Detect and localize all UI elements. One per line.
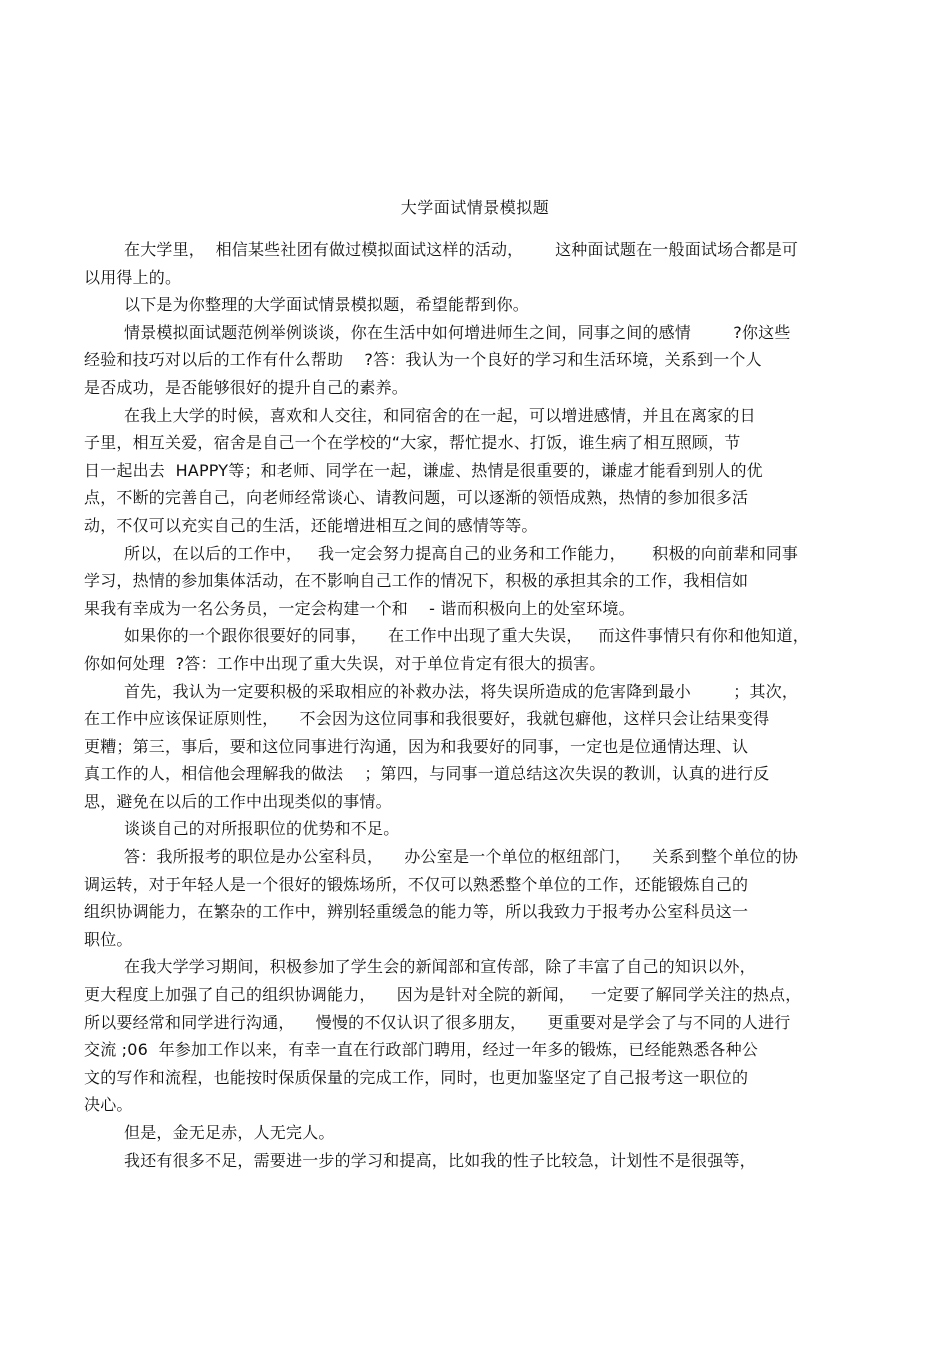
text-line: 子里，相互关爱，宿舍是自己一个在学校的“大家，帮忙提水、打饭，谁生病了相互照顾，节 [84,433,741,453]
text-line: 果我有幸成为一名公务员，一定会构建一个和 - 谐而积极向上的处室环境。 [84,598,635,618]
text-line: 组织协调能力，在繁杂的工作中，辨别轻重缓急的能力等，所以我致力于报考办公室科员这一 [84,902,749,922]
text-line: 动，不仅可以充实自己的生活，还能增进相互之间的感情等等。 [84,515,538,535]
text-line: 在大学里， 相信某些社团有做过模拟面试这样的活动， 这种面试题在一般面试场合都是可 [124,240,799,259]
text-line: 所以要经常和同学进行沟通， 慢慢的不仅认识了很多朋友， 更重要对是学会了与不同的人进行 [84,1012,791,1032]
text-line: 首先，我认为一定要积极的采取相应的补救办法，将失误所造成的危害降到最小 ；其次， [124,681,799,701]
text-line: 但是，金无足赤，人无完人。 [124,1123,335,1142]
text-line: 调运转，对于年轻人是一个很好的锻炼场所，不仅可以熟悉整个单位的工作，还能锻炼自己的 [84,874,749,894]
text-line: 更糟；第三，事后，要和这位同事进行沟通，因为和我要好的同事，一定也是位通情达理、认 [84,736,749,756]
text-line: 点，不断的完善自己，向老师经常谈心、请教问题，可以逐渐的领悟成熟，热情的参加很多活 [84,488,749,508]
text-line: 是否成功，是否能够很好的提升自己的素养。 [84,377,409,397]
document-title: 大学面试情景模拟题 [400,198,550,217]
text-line: 在我大学学习期间，积极参加了学生会的新闻部和宣传部，除了丰富了自己的知识以外， [124,957,756,977]
text-line: 答：我所报考的职位是办公室科员， 办公室是一个单位的枢纽部门， 关系到整个单位的协 [124,847,799,867]
text-line: 以用得上的。 [84,267,182,287]
text-line: 日一起出去 HAPPY等；和老师、同学在一起，谦虚、热情是很重要的，谦虚才能看到别人的优 [84,460,763,480]
document-body [84,236,864,1174]
text-line: 在工作中应该保证原则性， 不会因为这位同事和我很要好，我就包癖他，这样只会让结果变得 [84,709,770,729]
text-line: 决心。 [84,1095,133,1115]
text-line: 如果你的一个跟你很要好的同事， 在工作中出现了重大失误， 而这件事情只有你和他知道， [124,626,810,646]
text-line: 所以，在以后的工作中， 我一定会努力提高自己的业务和工作能力， 积极的向前辈和同事 [124,543,799,563]
text-line: 以下是为你整理的大学面试情景模拟题，希望能帮到你。 [124,295,530,315]
text-line: 交流 ;06 年参加工作以来，有幸一直在行政部门聘用，经过一年多的锻炼，已经能熟悉各种公 [84,1040,759,1060]
text-line: 思，避免在以后的工作中出现类似的事情。 [84,791,392,811]
text-line: 情景模拟面试题范例举例谈谈，你在生活中如何增进师生之间，同事之间的感情 ?你这些 [124,322,791,342]
text-line: 你如何处理 ?答：工作中出现了重大失误，对于单位肯定有很大的损害。 [84,653,606,673]
text-line: 文的写作和流程，也能按时保质保量的完成工作，同时，也更加鉴坚定了自己报考这一职位的 [84,1067,749,1087]
text-line: 我还有很多不足，需要进一步的学习和提高，比如我的性子比较急，计划性不是很强等， [124,1150,756,1170]
text-line: 谈谈自己的对所报职位的优势和不足。 [124,819,400,839]
text-line: 更大程度上加强了自己的组织协调能力， 因为是针对全院的新闻， 一定要了解同学关注的热点， [84,985,802,1005]
text-line: 经验和技巧对以后的工作有什么帮助 ?答：我认为一个良好的学习和生活环境，关系到一个人 [84,350,762,370]
text-line: 真工作的人，相信他会理解我的做法 ；第四，与同事一道总结这次失误的教训，认真的进行反 [84,764,770,784]
text-line: 在我上大学的时候，喜欢和人交往，和同宿舍的在一起，可以增进感情，并且在离家的日 [124,405,756,425]
text-line: 学习，热情的参加集体活动，在不影响自己工作的情况下，积极的承担其余的工作，我相信如 [84,571,749,591]
text-line: 职位。 [84,929,133,949]
